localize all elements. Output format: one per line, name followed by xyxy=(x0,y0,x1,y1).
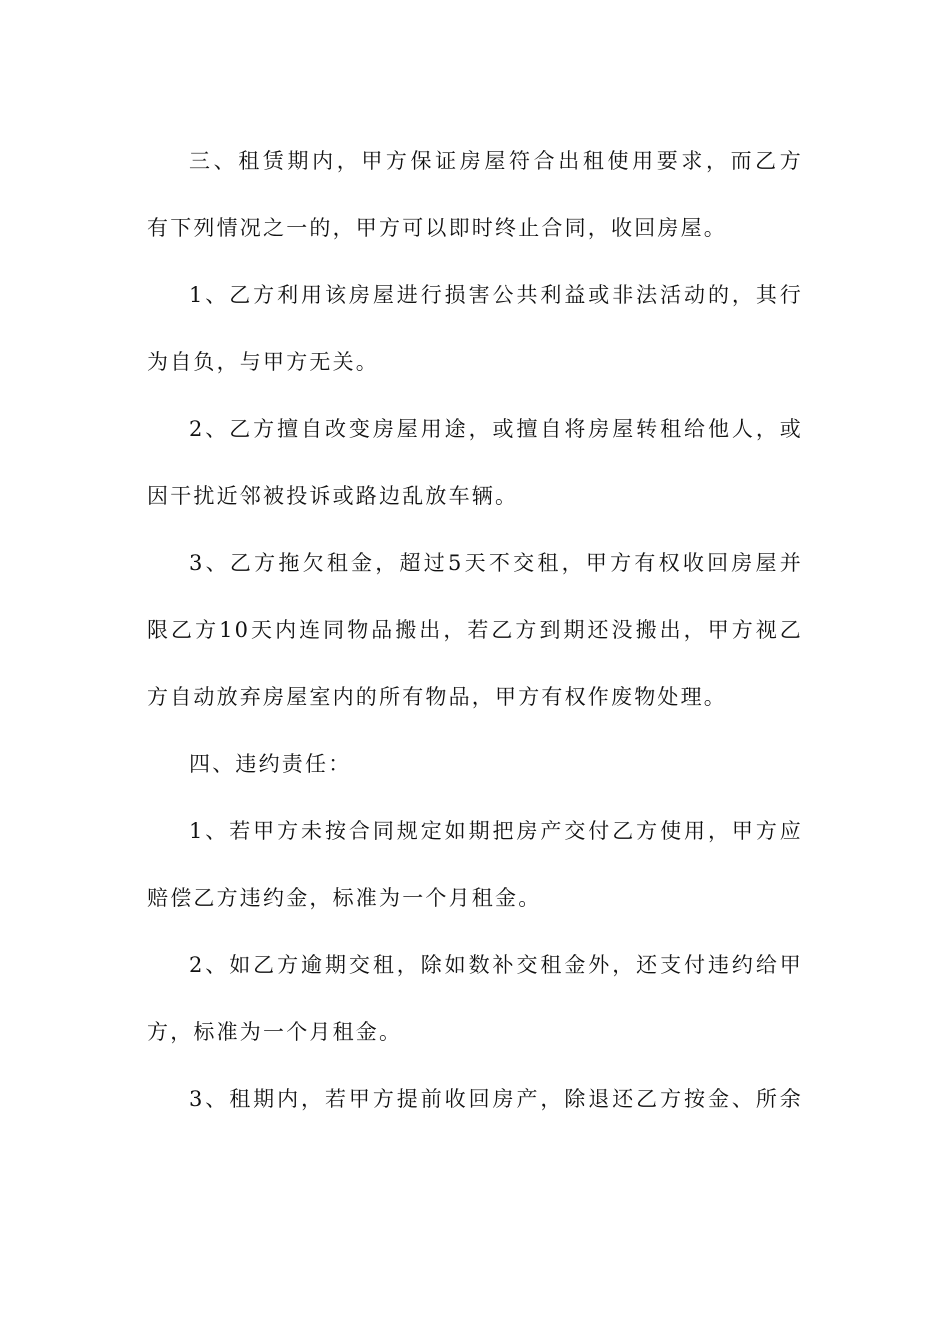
text-line: 有下列情况之一的，甲方可以即时终止合同，收回房屋。 xyxy=(147,216,727,240)
text-line: 三、租赁期内，甲方保证房屋符合出租使用要求，而乙方 xyxy=(189,149,803,173)
text-line: 因干扰近邻被投诉或路边乱放车辆。 xyxy=(147,484,519,508)
paragraph-clause-4-item-3 xyxy=(147,1066,803,1133)
document-body xyxy=(147,128,803,1133)
paragraph-clause-4-item-1 xyxy=(147,798,803,932)
paragraph-clause-3 xyxy=(147,128,803,262)
section-heading: 四、违约责任： xyxy=(189,752,352,776)
paragraph-clause-3-item-1 xyxy=(147,262,803,396)
text-line: 方自动放弃房屋室内的所有物品，甲方有权作废物处理。 xyxy=(147,685,727,709)
text-line: 1、乙方利用该房屋进行损害公共利益或非法活动的，其行 xyxy=(189,283,803,307)
text-line: 赔偿乙方违约金，标准为一个月租金。 xyxy=(147,886,542,910)
text-line: 为自负，与甲方无关。 xyxy=(147,350,379,374)
paragraph-clause-3-item-3 xyxy=(147,530,803,731)
text-line: 2、乙方擅自改变房屋用途，或擅自将房屋转租给他人，或 xyxy=(189,417,803,441)
text-line: 2、如乙方逾期交租，除如数补交租金外，还支付违约给甲 xyxy=(189,953,803,977)
heading-clause-4 xyxy=(147,731,803,798)
text-line: 限乙方10天内连同物品搬出，若乙方到期还没搬出，甲方视乙 xyxy=(147,618,803,642)
text-line: 1、若甲方未按合同规定如期把房产交付乙方使用，甲方应 xyxy=(189,819,803,843)
paragraph-clause-3-item-2 xyxy=(147,396,803,530)
paragraph-clause-4-item-2 xyxy=(147,932,803,1066)
text-line: 方，标准为一个月租金。 xyxy=(147,1020,403,1044)
text-line: 3、乙方拖欠租金，超过5天不交租，甲方有权收回房屋并 xyxy=(189,551,803,575)
text-line: 3、租期内，若甲方提前收回房产，除退还乙方按金、所余 xyxy=(189,1087,803,1111)
